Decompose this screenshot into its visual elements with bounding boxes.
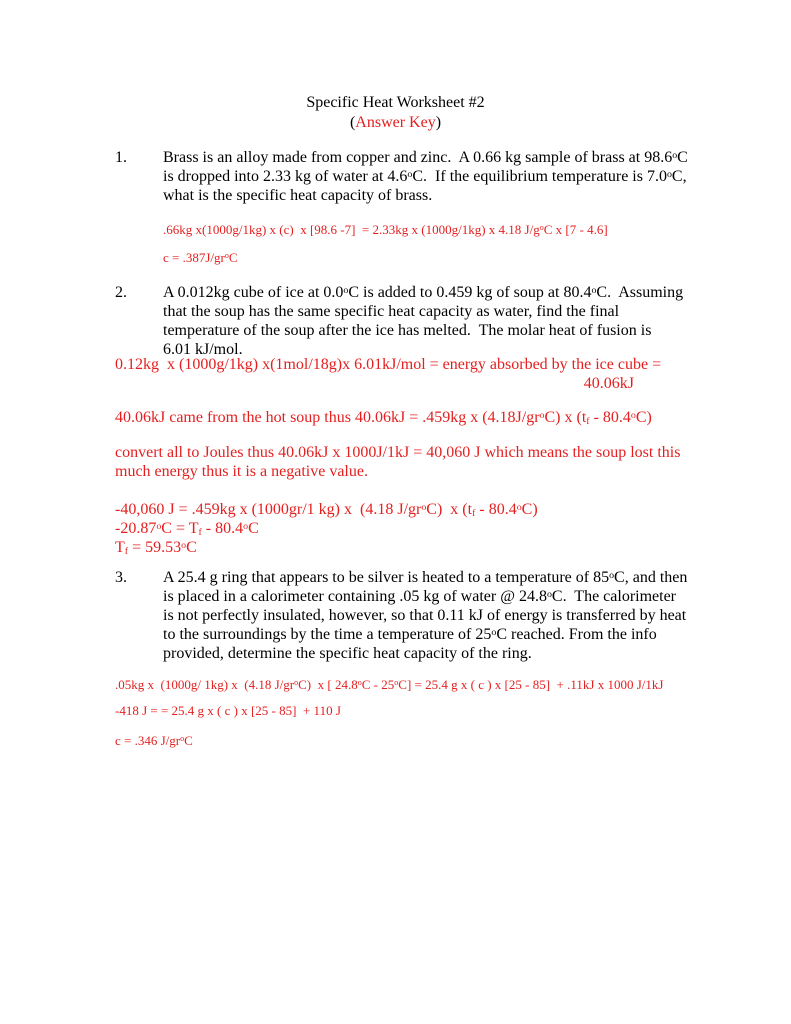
question-1 <box>115 148 688 205</box>
paren-close: ) <box>435 114 442 131</box>
answer-key-label: Answer Key <box>355 114 436 131</box>
question-1-answer-result: $c = .387J/gr^oC$ <box>163 250 238 265</box>
question-2-answer-note: convert all to Joules thus 40.06kJ x 1000J/1kJ = 40,060 J which means the soup lost this much energy thus it is a negative value. <box>115 444 681 480</box>
paren-open: ( <box>349 114 356 131</box>
question-2-answer-work-soup: 40.06kJ came from the hot soup thus 40.06kJ = .459kg x $(4.18J/gr^oC)$ x $(t_f - 80.4^oC)$ <box>115 409 652 427</box>
page-title: Specific Heat Worksheet #2 <box>306 94 485 111</box>
question-3-number: 3. <box>115 569 127 586</box>
question-2-answer-energy-value: 40.06kJ <box>583 375 634 392</box>
question-2 <box>115 283 684 359</box>
question-3-answer-work-2: -418 J = = 25.4 g x ( c ) x [25 - 85] + 110 J <box>115 703 341 718</box>
answer-key-subtitle <box>115 113 676 133</box>
question-2-answer-work-energy: 0.12kg x (1000g/1kg) x(1mol/18g)x 6.01kJ/mol = energy absorbed by the ice cube = <box>115 356 662 373</box>
question-2-number: 2. <box>115 284 127 301</box>
question-1-answer-work: .66kg x(1000g/1kg) x (c) x [98.6 -7] = 2.33kg x (1000g/1kg) x 4.18 $J/g^oC$ x [7 - 4.6] <box>163 222 608 237</box>
question-3 <box>115 568 688 663</box>
question-3-text: A 25.4 g ring that appears to be silver is heated to a temperature of 85$^o$C, and then is placed in a calorimeter containing .05 kg of water @ 24.8$^o$C. The calorimeter is not perfectly insulated, however, so that 0.11 kJ of energy is transferred by heat to the surroundings by the time a temperature of 25$^o$C reached. From the info provided, determine the specific heat capacity of the ring. <box>163 569 688 662</box>
question-3-answer-result: c = .346 $J/gr^oC$ <box>115 733 193 748</box>
question-2-answer-result: -40,060 J = .459kg x (1000gr/1 kg) x (4.18 $J/gr^oC$) x $(t_f - 80.4^oC)$ $-20.87^oC = T_f - 80.4^oC$ $T_f = 59.53^oC$ <box>115 501 538 557</box>
document-content <box>115 93 688 748</box>
question-3-answer-work: .05kg x (1000g/ 1kg) x (4.18 $J/gr^oC$) x [ $24.8^oC - 25^oC] = 25.4$ g x ( c ) x [25 - 85] + .11kJ x 1000 J/1kJ <box>115 677 664 692</box>
question-1-text: Brass is an alloy made from copper and zinc. A 0.66 kg sample of brass at 98.6$^o$C is dropped into 2.33 kg of water at 4.6$^o$C. If the equilibrium temperature is 7.0$^o$C, what is the specific heat capacity of brass. <box>163 149 688 204</box>
question-2-text: A 0.012kg cube of ice at 0.0$^o$C is added to 0.459 kg of soup at 80.4$^o$C. Assuming that the soup has the same specific heat capacity as water, find the final temperature of the soup after the ice has melted. The molar heat of fusion is 6.01 kJ/mol. <box>163 284 684 358</box>
question-1-number: 1. <box>115 149 127 166</box>
